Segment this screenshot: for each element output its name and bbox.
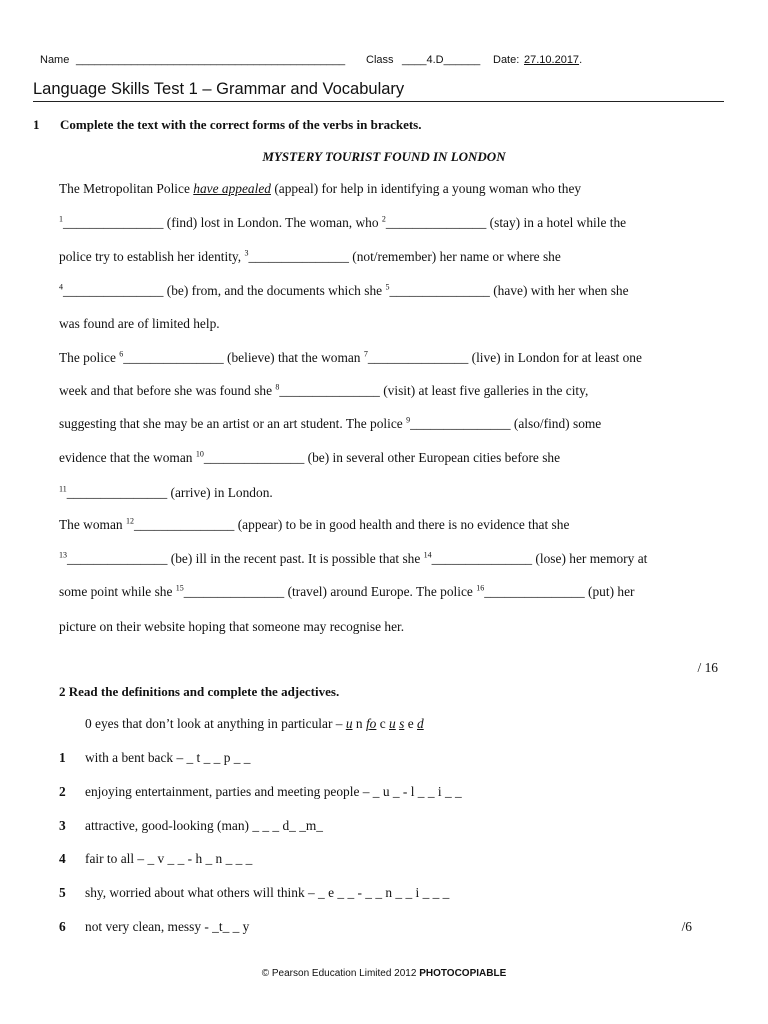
exercise2-heading: 2 Read the definitions and complete the adjectives. bbox=[59, 684, 340, 699]
text-line: The Metropolitan Police have appealed (appeal) for help in identifying a young woman who they bbox=[59, 181, 582, 196]
text-line[interactable]: police try to establish her identity, $^3$_______________ (not/remember) her name or where she bbox=[59, 248, 561, 264]
text-line[interactable]: evidence that the woman $^{10}$_______________ (be) in several other European cities before she bbox=[59, 449, 561, 465]
text-line[interactable]: $^4$_______________ (be) from, and the documents which she $^5$_______________ (have) with her when she bbox=[59, 282, 629, 298]
exercise2-score: /6 bbox=[681, 919, 692, 934]
date-value: 27.10.2017 bbox=[524, 54, 580, 66]
title-divider bbox=[33, 101, 724, 102]
text-line: was found are of limited help. bbox=[59, 316, 220, 331]
exercise1-number: 1 bbox=[33, 117, 40, 132]
text-line[interactable]: week and that before she was found she $^8$_______________ (visit) at least five galleries in the city, bbox=[59, 382, 589, 398]
page-title: Language Skills Test 1 – Grammar and Vocabulary bbox=[33, 80, 405, 98]
date-field[interactable] bbox=[524, 54, 582, 66]
story-title: MYSTERY TOURIST FOUND IN LONDON bbox=[262, 149, 506, 164]
text-line[interactable]: $^1$_______________ (find) lost in London. The woman, who $^2$_______________ (stay) in a hotel while the bbox=[59, 214, 627, 230]
text-line[interactable]: $^{11}$_______________ (arrive) in London. bbox=[59, 484, 273, 500]
class-label: Class bbox=[366, 54, 394, 66]
list-item[interactable]: 5 shy, worried about what others will think – _ e _ _ - _ _ n _ _ i _ _ _ bbox=[59, 885, 450, 900]
list-item[interactable]: 4 fair to all – _ v _ _ - h _ n _ _ _ bbox=[59, 851, 253, 866]
date-suffix: . bbox=[579, 54, 583, 66]
student-info-header bbox=[40, 54, 728, 70]
list-item[interactable]: 1 with a bent back – _ t _ _ p _ _ bbox=[59, 750, 251, 765]
class-field[interactable]: ____4.D______ bbox=[402, 54, 481, 66]
date-label: Date: bbox=[493, 54, 520, 66]
name-field[interactable]: ____________________________________________ bbox=[76, 54, 346, 66]
text-line[interactable]: The police $^6$_______________ (believe) that the woman $^7$_______________ (live) in London for at least one bbox=[59, 349, 642, 365]
list-item[interactable]: 6 not very clean, messy - _t_ _ y bbox=[59, 919, 250, 934]
text-line[interactable]: some point while she $^{15}$_______________ (travel) around Europe. The police $^{16}$_______________ (put) her bbox=[59, 583, 635, 599]
list-item[interactable]: 2 enjoying entertainment, parties and meeting people – _ u _ - l _ _ i _ _ bbox=[59, 784, 462, 799]
name-label: Name bbox=[40, 54, 70, 66]
exercise1-score: / 16 bbox=[697, 660, 718, 675]
text-line: picture on their website hoping that someone may recognise her. bbox=[59, 619, 405, 634]
footer-copyright: © Pearson Education Limited 2012 PHOTOCOPIABLE bbox=[261, 968, 507, 979]
text-line[interactable]: The woman $^{12}$_______________ (appear) to be in good health and there is no evidence that she bbox=[59, 516, 570, 532]
text-line[interactable]: suggesting that she may be an artist or an art student. The police $^9$_______________ (also/find) some bbox=[59, 415, 602, 431]
list-item[interactable]: 3 attractive, good-looking (man) _ _ _ d_ _m_ bbox=[59, 818, 324, 833]
example-item: 0 eyes that don’t look at anything in particular – u n fo c u s e d bbox=[85, 716, 424, 731]
text-line[interactable]: $^{13}$_______________ (be) ill in the recent past. It is possible that she $^{14}$_______________ (lose) her memory at bbox=[59, 550, 648, 566]
exercise1-instruction: Complete the text with the correct forms of the verbs in brackets. bbox=[60, 117, 422, 132]
example-answer: have appealed bbox=[193, 181, 271, 196]
